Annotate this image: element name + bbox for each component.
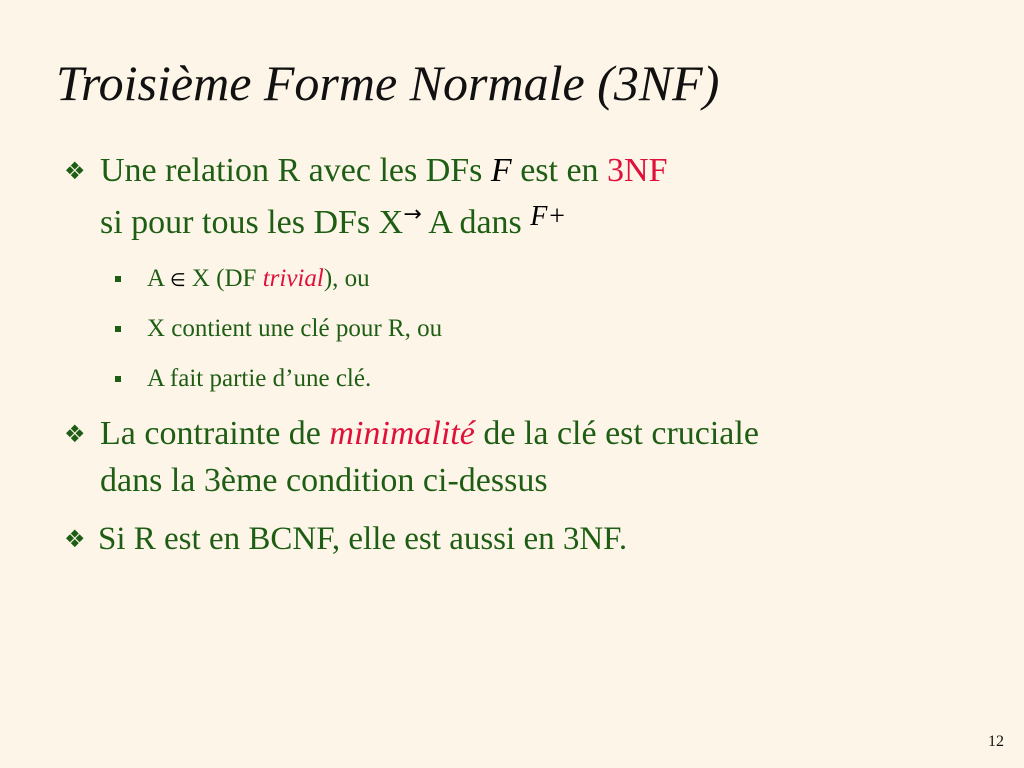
slide-title: Troisième Forme Normale (3NF) [56, 55, 720, 111]
bullet-1-text-b: est en [511, 152, 608, 189]
sub-bullet-1-b: X (DF [185, 265, 263, 292]
sub-bullet-1 [147, 262, 370, 298]
sub-bullet-3 [147, 362, 371, 396]
bullet-1-f-symbol: F [490, 152, 512, 189]
square-bullet-icon [115, 276, 121, 282]
bullet-2-text-b: de la clé est cruciale [474, 415, 759, 452]
bullet-1-3nf: 3NF [607, 152, 668, 189]
sub-bullet-2 [147, 312, 442, 346]
sub-bullet-1-a: A [147, 265, 170, 292]
sub-bullet-3-text: A fait partie d’une clé. [147, 365, 372, 392]
f-plus-symbol: F+ [530, 201, 567, 232]
bullet-3-text: Si R est en BCNF, elle est aussi en 3NF. [98, 521, 628, 557]
sub-bullet-1-trivial: trivial [262, 265, 324, 292]
sub-bullet-1-c: ), ou [323, 265, 370, 292]
bullet-1-line2-b: A dans [421, 204, 531, 241]
page-number: 12 [988, 733, 1004, 750]
bullet-2-line-2 [100, 457, 548, 505]
bullet-1-line2-a: si pour tous les DFs X [100, 204, 404, 241]
square-bullet-icon [115, 376, 121, 382]
diamond-bullet-icon: ❖ [64, 420, 86, 448]
element-of-symbol: ∈ [169, 270, 186, 291]
square-bullet-icon [115, 326, 121, 332]
bullet-1-line-2 [100, 199, 566, 251]
arrow-icon: → [403, 202, 422, 227]
bullet-2-minimalite: minimalité [329, 415, 475, 452]
bullet-2-line2: dans la 3ème condition ci-dessus [100, 462, 548, 499]
bullet-3 [64, 515, 628, 563]
bullet-2 [64, 410, 759, 458]
diamond-bullet-icon: ❖ [64, 525, 86, 553]
sub-bullet-2-text: X contient une clé pour R, ou [147, 315, 443, 342]
diamond-bullet-icon: ❖ [64, 157, 86, 185]
bullet-2-text-a: La contrainte de [100, 415, 330, 452]
bullet-1 [64, 147, 668, 195]
bullet-1-text-a: Une relation R avec les DFs [100, 152, 491, 189]
